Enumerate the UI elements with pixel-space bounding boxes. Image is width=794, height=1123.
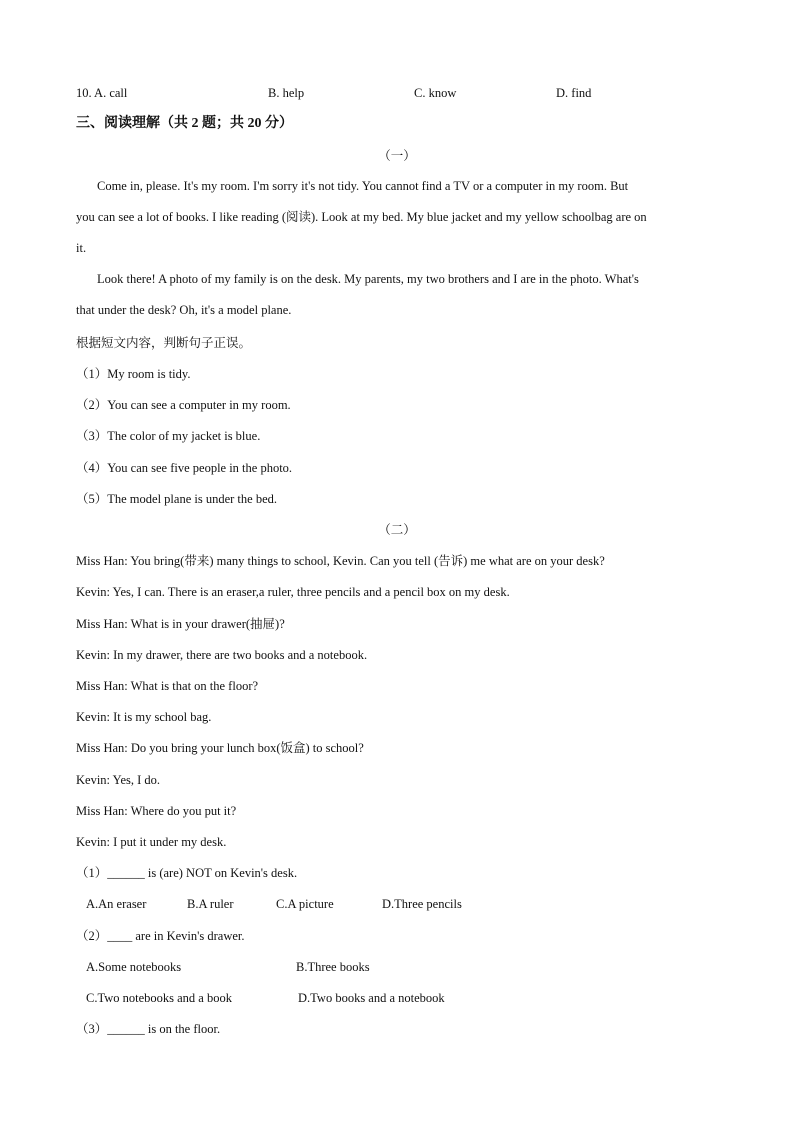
question-1-stem: （1）______ is (are) NOT on Kevin's desk.: [76, 866, 298, 880]
passage2-title: （二）: [378, 523, 416, 537]
paragraph-line: that under the desk? Oh, it's a model plane.: [76, 303, 292, 317]
q1-option-c: C.A picture: [276, 897, 334, 911]
dialogue-line: Kevin: Yes, I do.: [76, 773, 161, 787]
statement-item: （5）The model plane is under the bed.: [76, 492, 277, 506]
dialogue-line: Miss Han: You bring(带来) many things to school, Kevin. Can you tell (告诉) me what are on your desk?: [76, 554, 605, 568]
q2-option-d: D.Two books and a notebook: [298, 991, 445, 1005]
statement-item: （3）The color of my jacket is blue.: [76, 429, 261, 443]
q1-option-a: A.An eraser: [86, 897, 147, 911]
dialogue-line: Kevin: It is my school bag.: [76, 710, 212, 724]
statement-item: （1）My room is tidy.: [76, 367, 191, 381]
passage1-title: （一）: [378, 149, 416, 163]
q2-option-c: C.Two notebooks and a book: [86, 991, 232, 1005]
dialogue-line: Miss Han: What is that on the floor?: [76, 679, 259, 693]
passage1-paragraph-2: [76, 264, 718, 326]
paragraph-line: it.: [76, 241, 87, 255]
q10-option-a: 10. A. call: [76, 86, 128, 100]
statement-item: （2）You can see a computer in my room.: [76, 398, 291, 412]
q10-option-c: C. know: [414, 86, 457, 100]
section-heading: 三、阅读理解（共 2 题；共 20 分）: [76, 116, 293, 131]
q10-option-b: B. help: [268, 86, 305, 100]
passage1-instruction: 根据短文内容，判断句子正误。: [76, 336, 252, 350]
paragraph-line: you can see a lot of books. I like reading (阅读). Look at my bed. My blue jacket and my yellow schoolbag are on: [76, 210, 647, 224]
q2-option-b: B.Three books: [296, 960, 370, 974]
q2-option-a: A.Some notebooks: [86, 960, 182, 974]
q1-option-b: B.A ruler: [187, 897, 234, 911]
q1-option-d: D.Three pencils: [382, 897, 462, 911]
dialogue-line: Miss Han: Do you bring your lunch box(饭盒) to school?: [76, 741, 364, 755]
q10-option-d: D. find: [556, 86, 592, 100]
paragraph-line: Look there! A photo of my family is on the desk. My parents, my two brothers and I are in the photo. What's: [97, 272, 639, 286]
question-3-stem: （3）______ is on the floor.: [76, 1022, 221, 1036]
statement-item: （4）You can see five people in the photo.: [76, 461, 293, 475]
dialogue-line: Kevin: In my drawer, there are two books and a notebook.: [76, 648, 368, 662]
paragraph-line: Come in, please. It's my room. I'm sorry it's not tidy. You cannot find a TV or a computer in my room. But: [97, 179, 629, 193]
dialogue-line: Miss Han: Where do you put it?: [76, 804, 237, 818]
dialogue-line: Kevin: Yes, I can. There is an eraser,a ruler, three pencils and a pencil box on my desk.: [76, 585, 510, 599]
question-2-stem: （2）____ are in Kevin's drawer.: [76, 929, 245, 943]
dialogue-line: Kevin: I put it under my desk.: [76, 835, 227, 849]
dialogue-line: Miss Han: What is in your drawer(抽屉)?: [76, 617, 285, 631]
passage1-paragraph-1: [76, 171, 718, 264]
